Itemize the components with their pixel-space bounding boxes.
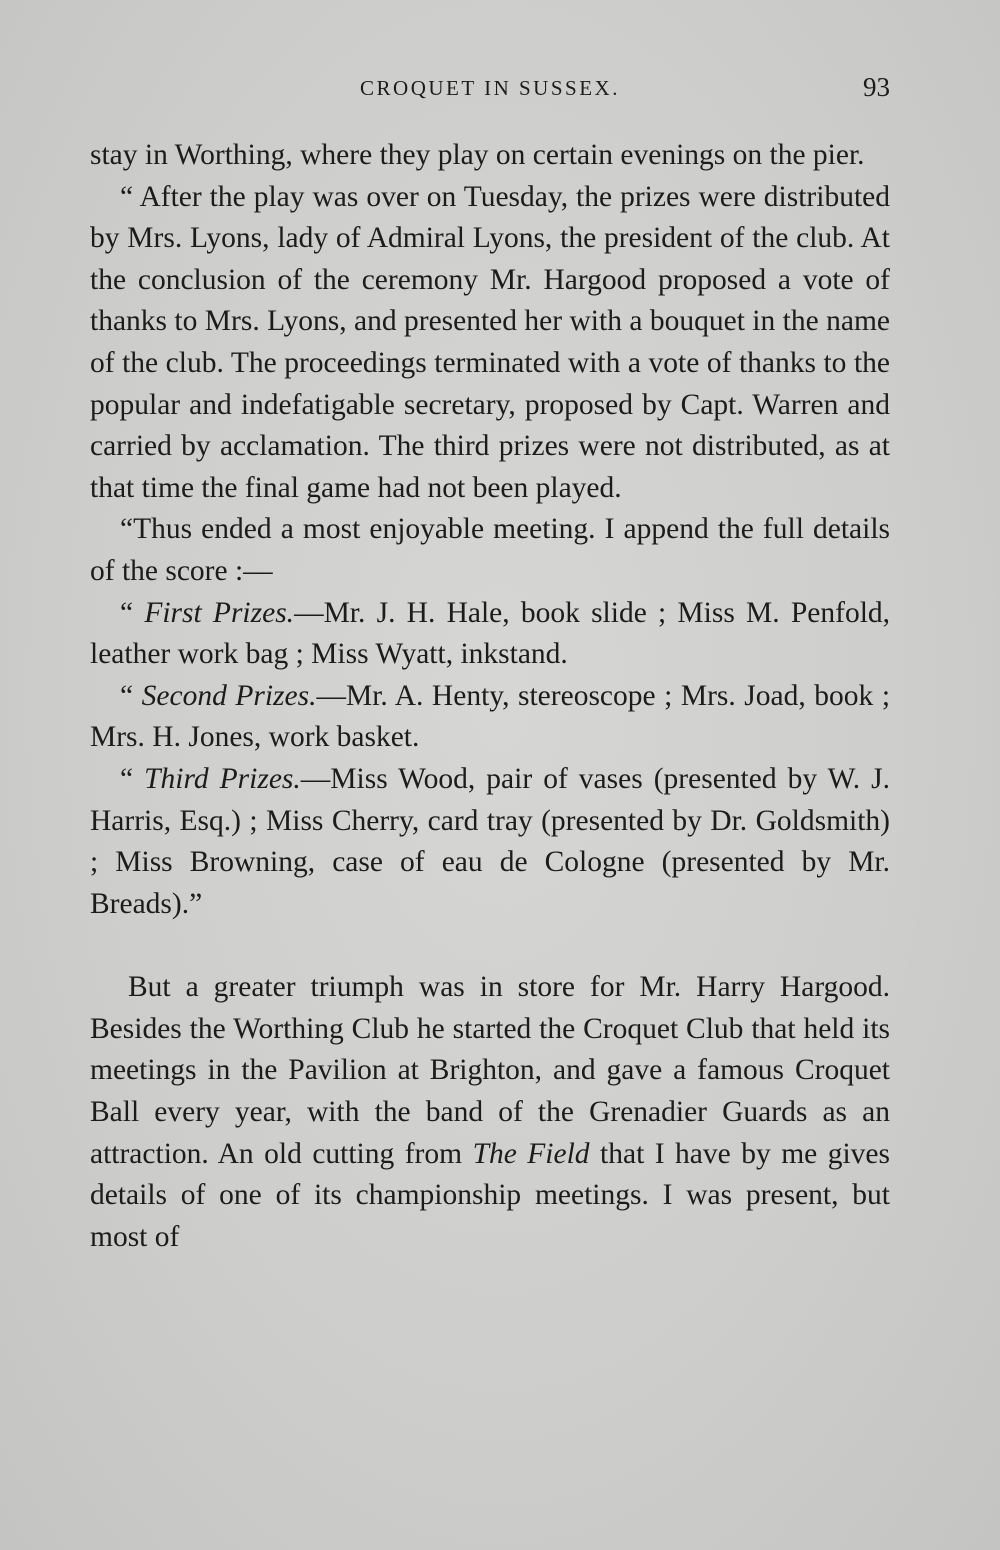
publication-title: The Field [472,1137,590,1170]
paragraph-text-before: But a greater triumph was in store for Mr. Harry Hargood. Besides the Worthing Club he started the Croquet Club that held its meetings in the Pavilion at Brighton, and gave a famous Croquet Ball every year, with the band of the Grenadier Guards as an attraction. An old cutting from [90,971,890,1170]
page-number: 93 [863,72,890,102]
paragraph-second-prizes [90,676,890,759]
body-text [90,135,890,1258]
paragraph-continuation: stay in Worthing, where they play on certain evenings on the pier. [90,139,865,171]
paragraph-greater-triumph [90,967,890,1258]
first-prizes-text: —Mr. J. H. Hale, book slide ; Miss M. Penfold, leather work bag ; Miss Wyatt, inkstand. [90,596,891,671]
paragraph-text-after: that I have by me gives details of one of its championship meetings. I was present, but most of [90,1137,890,1253]
second-prizes-label: Second Prizes. [141,679,317,712]
paragraph-prize-distribution: “ After the play was over on Tuesday, the prizes were distributed by Mrs. Lyons, lady of Admiral Lyons, the president of the club. At the conclusion of the ceremony Mr. Hargood proposed a vote of thanks to Mrs. Lyons, and presented her with a bouquet in the name of the club. The proceedings terminated with a vote of thanks to the popular and indefatigable secretary, proposed by Capt. Warren and carried by acclamation. The third prizes were not distributed, as at that time the final game had not been played. [90,180,890,504]
paragraph-meeting-end: “Thus ended a most enjoyable meeting. I append the full details of the score :— [90,513,890,587]
paragraph-first-prizes [90,593,890,676]
running-head [90,72,890,108]
third-prizes-label: Third Prizes. [144,762,301,795]
second-prizes-text: —Mr. A. Henty, stereoscope ; Mrs. Joad, book ; Mrs. H. Jones, work basket. [90,679,891,754]
running-title: CROQUET IN SUSSEX. [360,76,620,100]
quote-mark: “ [120,596,145,629]
first-prizes-label: First Prizes. [144,596,295,629]
quote-mark: “ [120,762,145,795]
third-prizes-text: —Miss Wood, pair of vases (presented by W. J. Harris, Esq.) ; Miss Cherry, card tray (presented by Dr. Goldsmith) ; Miss Browning, case of eau de Cologne (presented by Mr. Breads).” [90,762,891,920]
quote-mark: “ [120,679,142,712]
paragraph-third-prizes [90,759,890,925]
